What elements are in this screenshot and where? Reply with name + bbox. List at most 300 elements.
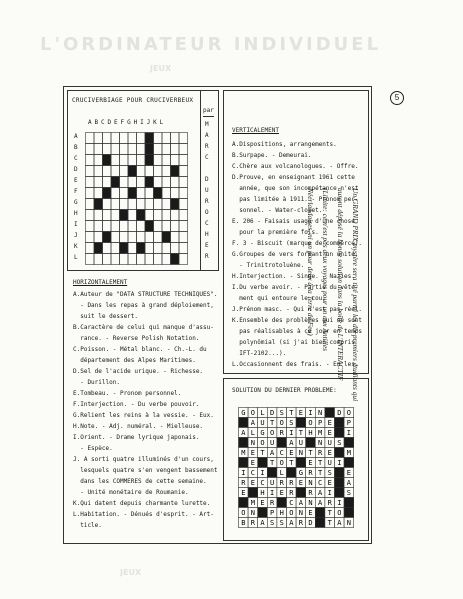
grid-black-cell <box>103 188 112 199</box>
row-letter: H <box>74 210 78 217</box>
grid-cell[interactable] <box>162 177 171 188</box>
grid-cell[interactable] <box>86 155 95 166</box>
clue-line: H.Note. - Adj. numéral. - Mielleuse. <box>73 423 204 430</box>
solution-letter: U <box>269 439 275 448</box>
solution-letter: D <box>337 409 342 418</box>
grid-cell[interactable] <box>162 144 171 155</box>
row-letter: B <box>74 144 78 151</box>
grid-black-cell <box>103 232 112 243</box>
grid-cell[interactable] <box>128 144 137 155</box>
grid-cell[interactable] <box>179 232 188 243</box>
grid-cell[interactable] <box>179 221 188 232</box>
solution-letter: R <box>289 479 294 488</box>
grid-cell[interactable] <box>86 133 95 144</box>
solution-letter: T <box>269 459 275 468</box>
clue-line: H.Interjection. - Singe. - Nazies. <box>232 273 355 280</box>
grid-cell[interactable] <box>171 243 180 254</box>
grid-cell[interactable] <box>120 177 129 188</box>
grid-cell[interactable] <box>145 199 154 210</box>
grid-cell[interactable] <box>111 166 120 177</box>
solution-letter: E <box>327 429 332 438</box>
solution-letter: T <box>308 449 313 458</box>
par-divider <box>203 116 214 117</box>
grid-cell[interactable] <box>154 243 163 254</box>
row-letter: K <box>74 243 78 250</box>
grid-cell[interactable] <box>86 254 95 265</box>
grid-cell[interactable] <box>86 243 95 254</box>
clue-line: D.Prouve, en enseignant 1961 cette <box>232 174 355 181</box>
solution-letter: U <box>260 419 265 428</box>
grid-black-cell <box>145 155 154 166</box>
grid-black-cell <box>145 177 154 188</box>
grid-cell[interactable] <box>179 133 188 144</box>
solution-letter: R <box>289 489 294 498</box>
clue-line: K.Ensemble des problèmes qui ne sont <box>232 317 363 324</box>
grid-cell[interactable] <box>94 144 103 155</box>
solution-black-cell <box>267 468 277 478</box>
solution-letter: N <box>250 509 256 518</box>
grid-cell[interactable] <box>171 155 180 166</box>
grid-cell[interactable] <box>171 133 180 144</box>
solution-letter: T <box>327 509 332 518</box>
grid-cell[interactable] <box>179 155 188 166</box>
solution-letter: T <box>298 429 304 438</box>
solution-letter: T <box>289 409 294 418</box>
solution-letter: S <box>289 419 294 428</box>
grid-cell[interactable] <box>111 144 120 155</box>
grid-cell[interactable] <box>86 177 95 188</box>
grid-cell[interactable] <box>94 210 103 221</box>
grid-cell[interactable] <box>145 254 154 265</box>
solution-letter: O <box>250 409 256 418</box>
grid-cell[interactable] <box>137 221 146 232</box>
grid-cell[interactable] <box>111 199 120 210</box>
grid-cell[interactable] <box>179 166 188 177</box>
grid-cell[interactable] <box>94 188 103 199</box>
clue-line: pas réalisables à ce jour en temps <box>232 328 363 335</box>
solution-letter: E <box>346 469 352 478</box>
grid-black-cell <box>154 188 163 199</box>
grid-black-cell <box>171 254 180 265</box>
solution-letter: I <box>346 429 352 438</box>
grid-cell[interactable] <box>162 210 171 221</box>
clue-line: D.Sel de l'acide urique. - Richesse. <box>73 368 204 375</box>
grid-cell[interactable] <box>137 232 146 243</box>
grid-cell[interactable] <box>179 177 188 188</box>
grid-cell[interactable] <box>128 155 137 166</box>
solution-black-cell <box>335 418 345 428</box>
grid-black-cell <box>137 210 146 221</box>
grid-cell[interactable] <box>154 221 163 232</box>
clue-line: J.Prénom masc. - Qui n'est pas réel. <box>232 306 363 313</box>
solution-letter: P <box>317 419 323 428</box>
grid-cell[interactable] <box>137 155 146 166</box>
solution-letter: N <box>308 499 313 508</box>
solution-letter: S <box>337 439 342 448</box>
solution-letter: M <box>317 429 323 438</box>
grid-black-cell <box>137 243 146 254</box>
grid-cell[interactable] <box>111 221 120 232</box>
clue-line: pas limitée à 1911. - Pronom per- <box>232 196 359 203</box>
grid-cell[interactable] <box>103 199 112 210</box>
clue-line: département des Alpes Maritimes. <box>73 357 196 364</box>
clue-line: L.Occasionnent des frais. - En les. <box>232 361 359 368</box>
grid-cell[interactable] <box>137 254 146 265</box>
grid-cell[interactable] <box>179 210 188 221</box>
solution-letter: G <box>260 429 265 438</box>
grid-black-cell <box>94 243 103 254</box>
grid-cell[interactable] <box>137 144 146 155</box>
clue-line: sonnel. - Water-closet. <box>232 207 323 214</box>
grid-cell[interactable] <box>94 221 103 232</box>
row-letter: J <box>74 232 78 239</box>
grid-cell[interactable] <box>162 166 171 177</box>
grid-cell[interactable] <box>162 188 171 199</box>
grid-cell[interactable] <box>154 232 163 243</box>
grid-cell[interactable] <box>94 232 103 243</box>
grid-cell[interactable] <box>179 199 188 210</box>
grid-cell[interactable] <box>137 166 146 177</box>
grid-cell[interactable] <box>103 177 112 188</box>
author-letter: C <box>205 154 209 161</box>
clue-line: - Durillon. <box>73 379 120 386</box>
grid-cell[interactable] <box>86 232 95 243</box>
solution-black-cell <box>344 458 354 468</box>
grid-cell[interactable] <box>86 144 95 155</box>
grid-cell[interactable] <box>94 133 103 144</box>
solution-letter: N <box>346 519 352 528</box>
author-letter: O <box>205 209 209 216</box>
grid-cell[interactable] <box>137 188 146 199</box>
clue-line: B.Caractère de celui qui manque d'assu- <box>73 324 214 331</box>
faded-subline: JEUX <box>150 64 172 73</box>
clue-line: A.Dispositions, arrangements. <box>232 141 337 148</box>
solution-letter: T <box>269 419 275 428</box>
solution-letter: I <box>269 489 275 498</box>
solution-letter: L <box>260 409 265 418</box>
solution-black-cell <box>344 438 354 448</box>
solution-letter: R <box>279 429 284 438</box>
grid-cell[interactable] <box>86 221 95 232</box>
solution-letter: O <box>241 509 246 518</box>
clue-line: - Dans les repas à grand déploiement, <box>73 302 214 309</box>
grid-cell[interactable] <box>120 166 129 177</box>
grid-cell[interactable] <box>128 232 137 243</box>
grid-cell[interactable] <box>154 155 163 166</box>
grid-cell[interactable] <box>145 210 154 221</box>
grid-cell[interactable] <box>120 232 129 243</box>
grid-cell[interactable] <box>111 232 120 243</box>
solution-letter: E <box>250 449 256 458</box>
solution-letter: E <box>241 489 246 498</box>
solution-letter: L <box>279 469 284 478</box>
solution-letter: O <box>337 509 342 518</box>
grid-cell[interactable] <box>145 232 154 243</box>
row-letter: F <box>74 188 78 195</box>
row-letter: G <box>74 199 78 206</box>
grid-cell[interactable] <box>128 177 137 188</box>
solution-black-cell <box>258 508 268 518</box>
grid-cell[interactable] <box>120 221 129 232</box>
solution-black-cell <box>306 438 316 448</box>
solution-letter: C <box>260 479 265 488</box>
clue-line: F. 3 - Biscuit (marque de commerce). <box>232 240 363 247</box>
grid-cell[interactable] <box>162 155 171 166</box>
solution-letter: N <box>308 479 313 488</box>
solution-letter: E <box>327 479 332 488</box>
solution-letter: T <box>327 519 332 528</box>
grid-cell[interactable] <box>162 199 171 210</box>
grid-black-cell <box>111 177 120 188</box>
grid-cell[interactable] <box>137 199 146 210</box>
author-letter: H <box>205 231 209 238</box>
contest-note-line-1: Un GRAND PRIX mystère sera tiré parmi les dix premiers étudiants qui <box>351 188 360 402</box>
solution-letter: O <box>279 419 284 428</box>
grid-cell[interactable] <box>179 144 188 155</box>
solution-letter: B <box>241 519 246 528</box>
grid-cell[interactable] <box>162 243 171 254</box>
solution-letter: E <box>250 479 256 488</box>
solution-letter: L <box>250 429 256 438</box>
solution-letter: O <box>289 509 294 518</box>
grid-cell[interactable] <box>120 144 129 155</box>
solution-black-cell <box>239 438 249 448</box>
grid-cell[interactable] <box>154 199 163 210</box>
solution-letter: M <box>241 449 246 458</box>
solution-letter: T <box>260 449 265 458</box>
solution-letter: C <box>250 469 256 478</box>
grid-cell[interactable] <box>171 188 180 199</box>
row-letter: D <box>74 166 78 173</box>
grid-cell[interactable] <box>111 188 120 199</box>
solution-letter: A <box>289 439 294 448</box>
solution-black-cell <box>335 448 345 458</box>
grid-cell[interactable] <box>103 210 112 221</box>
grid-cell[interactable] <box>111 133 120 144</box>
clue-line: suit le dessert. <box>73 313 139 320</box>
grid-cell[interactable] <box>128 254 137 265</box>
grid-cell[interactable] <box>145 166 154 177</box>
solution-letter: E <box>327 449 332 458</box>
solution-letter: M <box>346 449 352 458</box>
solution-black-cell <box>315 508 325 518</box>
grid-cell[interactable] <box>179 254 188 265</box>
clue-line: B.Surpape. - Demeurai. <box>232 152 312 159</box>
grid-cell[interactable] <box>179 188 188 199</box>
grid-cell[interactable] <box>86 166 95 177</box>
grid-cell[interactable] <box>128 221 137 232</box>
solution-letter: R <box>308 489 313 498</box>
solution-letter: D <box>269 409 275 418</box>
solution-letter: R <box>269 499 275 508</box>
solution-black-cell <box>296 458 306 468</box>
grid-cell[interactable] <box>162 254 171 265</box>
grid-cell[interactable] <box>128 210 137 221</box>
clue-line: - Unité monétaire de Roumanie. <box>73 489 189 496</box>
clue-line: K.Qui datent depuis charmante lurette. <box>73 500 211 507</box>
author-letter: A <box>205 132 209 139</box>
grid-cell[interactable] <box>103 221 112 232</box>
grid-cell[interactable] <box>171 177 180 188</box>
grid-cell[interactable] <box>111 243 120 254</box>
author-letter: D <box>205 176 209 183</box>
solution-black-cell <box>335 488 345 498</box>
solution-letter: S <box>327 469 332 478</box>
grid-cell[interactable] <box>179 243 188 254</box>
grid-cell[interactable] <box>137 133 146 144</box>
solution-letter: A <box>298 499 304 508</box>
grid-cell[interactable] <box>154 144 163 155</box>
grid-cell[interactable] <box>128 133 137 144</box>
grid-cell[interactable] <box>103 133 112 144</box>
grid-cell[interactable] <box>154 210 163 221</box>
solution-letter: U <box>327 459 332 468</box>
solution-letter: A <box>337 519 342 528</box>
solution-letter: N <box>250 439 256 448</box>
solution-letter: R <box>241 479 246 488</box>
solution-letter: U <box>269 479 275 488</box>
solution-letter: D <box>308 519 313 528</box>
contest-note-sidebar <box>303 188 363 401</box>
clue-line: G.Relient les reins à la vessie. - Eux. <box>73 412 214 419</box>
solution-letter: A <box>346 479 352 488</box>
solution-letter: I <box>308 409 313 418</box>
grid-cell[interactable] <box>111 254 120 265</box>
clue-line: E. 206 - Faisais usage d'une chose <box>232 218 355 225</box>
grid-black-cell <box>120 210 129 221</box>
grid-cell[interactable] <box>86 199 95 210</box>
grid-black-cell <box>120 243 129 254</box>
solution-letter: S <box>279 519 284 528</box>
solution-black-cell <box>335 428 345 438</box>
grid-cell[interactable] <box>103 166 112 177</box>
grid-cell[interactable] <box>94 177 103 188</box>
solution-letter: E <box>308 509 313 518</box>
column-letters: ABCDEFGHIJKL <box>88 119 167 126</box>
grid-cell[interactable] <box>128 199 137 210</box>
author-strip <box>200 90 216 271</box>
solution-letter: I <box>289 429 294 438</box>
solution-letter: O <box>308 419 313 428</box>
solution-letter: E <box>260 499 265 508</box>
grid-cell[interactable] <box>94 155 103 166</box>
clue-line: L.Habitation. - Dénués d'esprit. - Art- <box>73 511 214 518</box>
clue-line: C.Chère aux volcanologues. - Offre. <box>232 163 359 170</box>
grid-cell[interactable] <box>120 133 129 144</box>
grid-cell[interactable] <box>120 254 129 265</box>
solution-black-cell <box>248 488 258 498</box>
author-letter: U <box>205 187 209 194</box>
solution-letter: R <box>279 479 284 488</box>
solution-letter: A <box>317 489 323 498</box>
grid-cell[interactable] <box>120 199 129 210</box>
faded-footer: JEUX <box>120 568 142 577</box>
grid-cell[interactable] <box>111 210 120 221</box>
grid-black-cell <box>94 199 103 210</box>
solution-black-cell <box>296 488 306 498</box>
grid-cell[interactable] <box>145 188 154 199</box>
solution-letter: N <box>298 509 304 518</box>
grid-cell[interactable] <box>171 144 180 155</box>
grid-cell[interactable] <box>103 243 112 254</box>
solution-letter: S <box>279 409 284 418</box>
grid-cell[interactable] <box>154 254 163 265</box>
row-letter: C <box>74 155 78 162</box>
faded-masthead: L'ORDINATEUR INDIVIDUEL <box>40 34 382 55</box>
grid-black-cell <box>145 221 154 232</box>
clue-line: pour la première fois. <box>232 229 319 236</box>
grid-cell[interactable] <box>86 210 95 221</box>
author-letter: E <box>205 242 209 249</box>
author-letter: R <box>205 143 209 150</box>
solution-letter: R <box>298 519 304 528</box>
clue-line: G.Groupes de vers formant un unité. <box>232 251 359 258</box>
solution-grid <box>238 407 356 529</box>
row-letter: A <box>74 133 78 140</box>
grid-cell[interactable] <box>154 133 163 144</box>
grid-cell[interactable] <box>103 254 112 265</box>
grid-cell[interactable] <box>120 188 129 199</box>
grid-cell[interactable] <box>128 243 137 254</box>
clue-line: lesquels quatre s'en vengent bassement <box>73 467 218 474</box>
solution-letter: I <box>327 489 332 498</box>
solution-black-cell <box>325 408 335 418</box>
solution-letter: M <box>250 499 256 508</box>
grid-black-cell <box>145 133 154 144</box>
solution-letter: S <box>346 489 352 498</box>
grid-cell[interactable] <box>94 254 103 265</box>
grid-cell[interactable] <box>86 188 95 199</box>
solution-letter: T <box>317 469 323 478</box>
grid-cell[interactable] <box>103 144 112 155</box>
grid-cell[interactable] <box>162 133 171 144</box>
solution-letter: C <box>317 479 323 488</box>
solution-box <box>223 378 369 541</box>
grid-cell[interactable] <box>120 155 129 166</box>
grid-cell[interactable] <box>154 166 163 177</box>
solution-black-cell <box>258 458 268 468</box>
grid-cell[interactable] <box>154 177 163 188</box>
solution-letter: E <box>298 409 304 418</box>
horizontalement-heading: HORIZONTALEMENT <box>73 279 128 286</box>
page-number-badge: 5 <box>390 91 404 105</box>
grid-black-cell <box>171 166 180 177</box>
grid-cell[interactable] <box>111 155 120 166</box>
solution-black-cell <box>239 498 249 508</box>
grid-cell[interactable] <box>171 210 180 221</box>
grid-cell[interactable] <box>145 243 154 254</box>
clue-line: ticle. <box>73 522 102 529</box>
par-label: par <box>203 107 214 114</box>
clue-line: J. A sorti quatre illuminés d'un cours, <box>73 456 214 463</box>
grid-cell[interactable] <box>171 232 180 243</box>
author-letter: M <box>205 121 209 128</box>
grid-cell[interactable] <box>171 221 180 232</box>
grid-black-cell <box>162 232 171 243</box>
grid-cell[interactable] <box>137 177 146 188</box>
author-letter: R <box>205 253 209 260</box>
grid-black-cell <box>171 199 180 210</box>
clue-line: - Trinitrotoluène. <box>232 262 305 269</box>
solution-letter: E <box>289 449 294 458</box>
row-letter: I <box>74 221 78 228</box>
clue-line: année, que son incompétance n'est <box>232 185 359 192</box>
solution-black-cell <box>239 458 249 468</box>
grid-black-cell <box>103 155 112 166</box>
grid-cell[interactable] <box>94 166 103 177</box>
solution-letter: R <box>250 519 256 528</box>
grid-cell[interactable] <box>162 221 171 232</box>
